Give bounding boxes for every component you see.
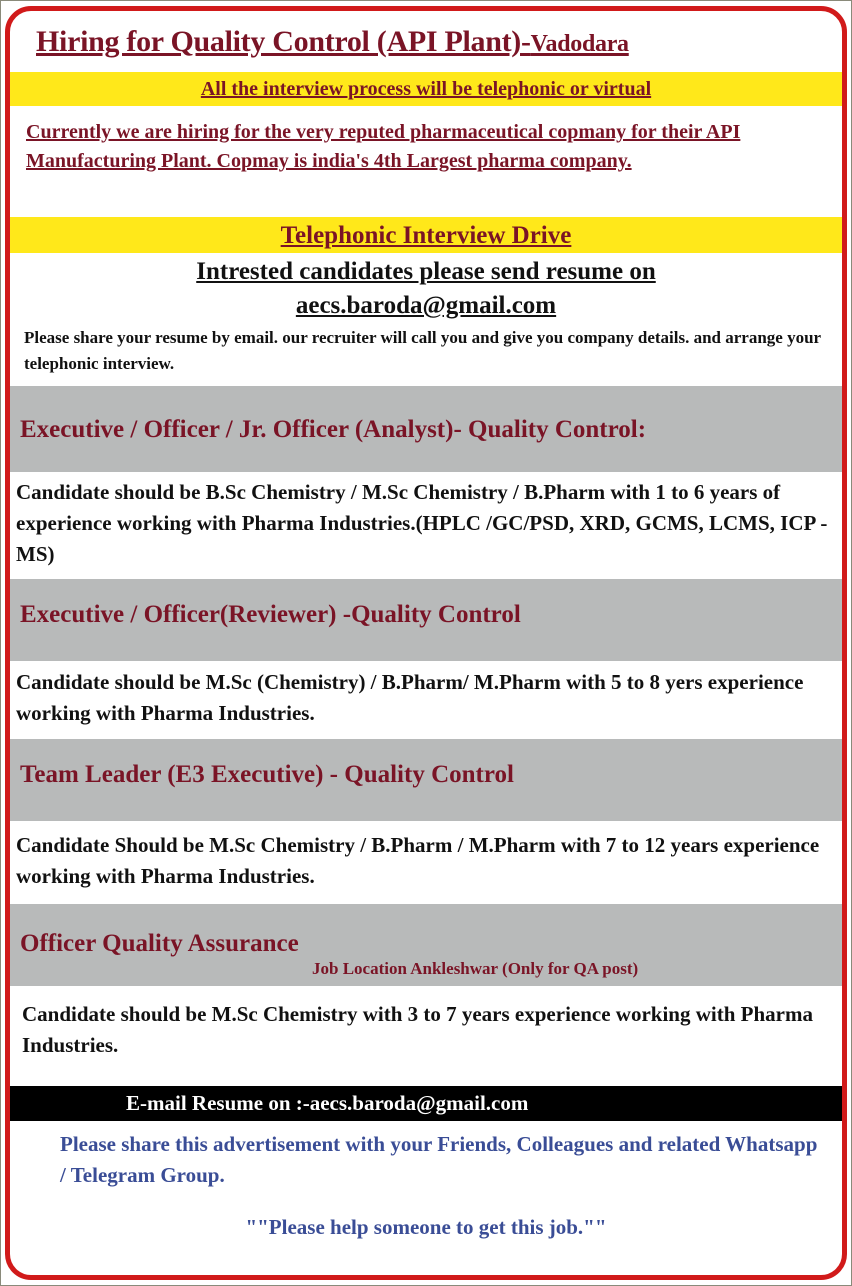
- company-intro: Currently we are hiring for the very reputed pharmaceutical copmany for their API Manufacturing Plant. Copmay is india's 4th Largest pharma company.: [26, 121, 741, 172]
- job-header-team-leader: [10, 739, 842, 821]
- job-title: Team Leader (E3 Executive) - Quality Control: [20, 761, 514, 788]
- email-resume-bar: [10, 1086, 842, 1121]
- job-requirement-reviewer: Candidate should be M.Sc (Chemistry) / B.Pharm/ M.Pharm with 5 to 8 yers experience working with Pharma Industries.: [16, 670, 804, 725]
- job-requirement-qa-officer: Candidate should be M.Sc Chemistry with 3 to 7 years experience working with Pharma Industries.: [22, 1002, 813, 1057]
- share-advertisement-text: Please share this advertisement with your Friends, Colleagues and related Whatsapp / Telegram Group.: [60, 1132, 818, 1187]
- interview-mode-banner: [10, 72, 842, 106]
- contact-email-link[interactable]: aecs.baroda@gmail.com: [295, 292, 557, 319]
- job-header-analyst: [10, 386, 842, 472]
- drive-banner: [10, 217, 842, 253]
- job-title: Officer Quality Assurance: [20, 930, 299, 957]
- share-instructions: Please share your resume by email. our recruiter will call you and give you company details. and arrange your telephonic interview.: [24, 328, 821, 373]
- job-requirement-team-leader: Candidate Should be M.Sc Chemistry / B.Pharm / M.Pharm with 7 to 12 years experience working with Pharma Industries.: [16, 833, 820, 888]
- title-location: Vadodara: [530, 31, 629, 57]
- help-someone-text: ""Please help someone to get this job."": [245, 1215, 607, 1239]
- send-resume-text: Intrested candidates please send resume on: [196, 258, 656, 285]
- title-main: Hiring for Quality Control (API Plant)-: [36, 25, 531, 58]
- job-title: Executive / Officer / Jr. Officer (Analyst)- Quality Control:: [20, 416, 647, 443]
- job-advertisement-frame: [5, 6, 847, 1280]
- job-header-qa-officer: [10, 904, 842, 986]
- job-title: Executive / Officer(Reviewer) -Quality Control: [20, 601, 521, 628]
- page-title: [36, 25, 629, 59]
- job-header-reviewer: [10, 579, 842, 661]
- job-location-note: Job Location Ankleshwar (Only for QA post): [312, 959, 639, 978]
- email-resume-text[interactable]: E-mail Resume on :-aecs.baroda@gmail.com: [126, 1091, 529, 1115]
- job-requirement-analyst: Candidate should be B.Sc Chemistry / M.Sc Chemistry / B.Pharm with 1 to 6 years of experience working with Pharma Industries.(HPLC /GC/PSD, XRD, GCMS, LCMS, ICP - MS): [16, 480, 828, 566]
- drive-banner-text: Telephonic Interview Drive: [280, 222, 572, 249]
- interview-mode-text: All the interview process will be telephonic or virtual: [200, 78, 652, 100]
- send-resume-block: [10, 255, 842, 323]
